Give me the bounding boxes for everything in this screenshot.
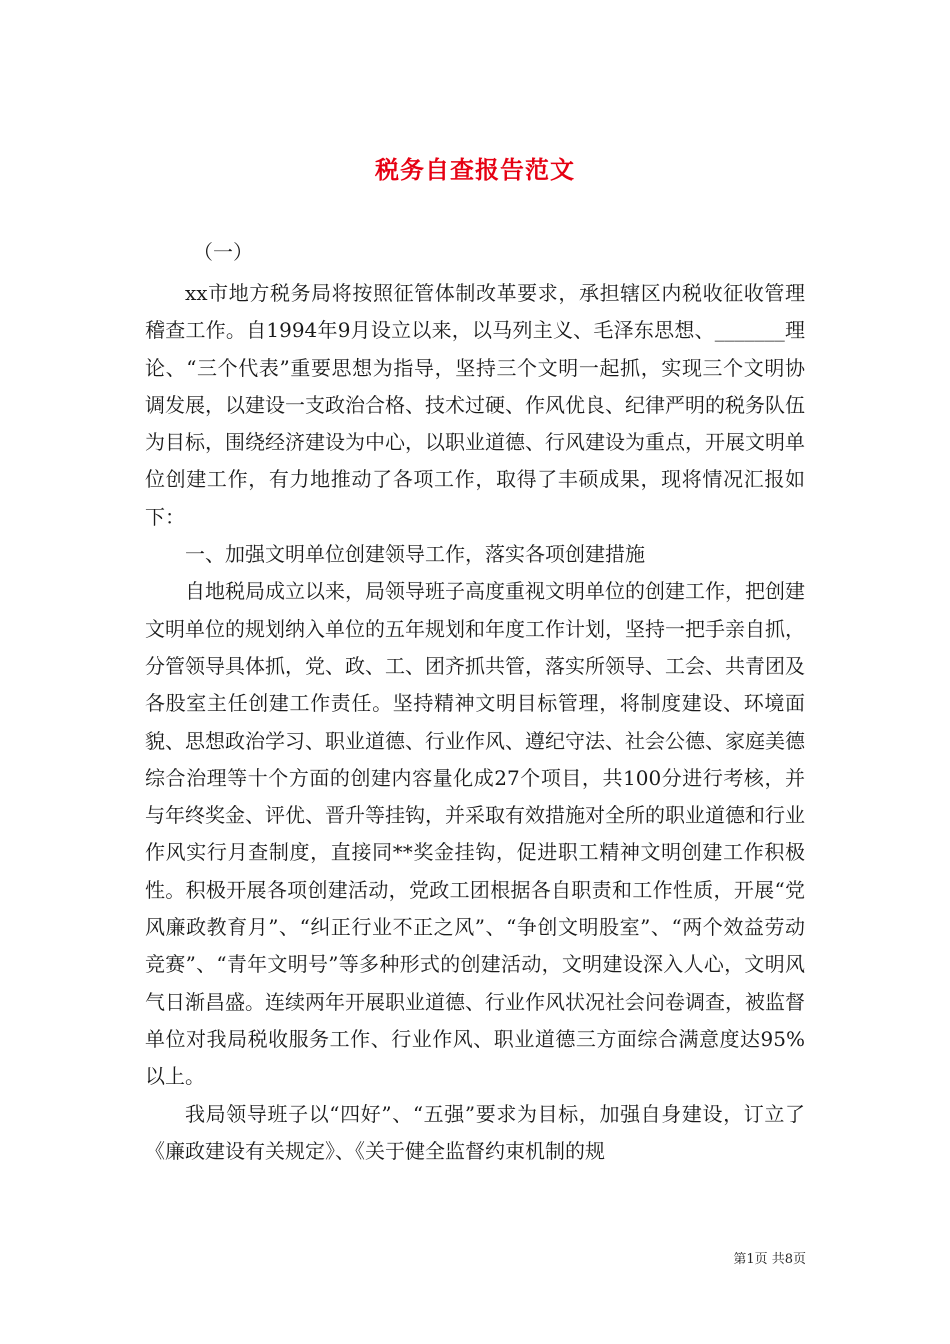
paragraph-leadership: 我局领导班子以“四好”、“五强”要求为目标，加强自身建设，订立了《廉政建设有关规定》、《关于健全监督约束机制的规 [145,1101,805,1163]
paragraph-creation-work: 自地税局成立以来，局领导班子高度重视文明单位的创建工作，把创建文明单位的规划纳入单位的五年规划和年度工作计划，坚持一把手亲自抓，分管领导具体抓，党、政、工、团齐抓共管，落实所领导、工会、共青团及各股室主任创建工作责任。坚持精神文明目标管理，将制度建设、环境面貌、思想政治学习、职业道德、行业作风、遵纪守法、社会公德、家庭美德综合治理等十个方面的创建内容量化成27个项目，共100分进行考核，并与年终奖金、评优、晋升等挂钩，并采取有效措施对全所的职业道德和行业作风实行月查制度，直接同**奖金挂钩，促进职工精神文明创建工作积极性。积极开展各项创建活动，党政工团根据各自职责和工作性质，开展“党风廉政教育月”、“纠正行业不正之风”、“争创文明股室”、“两个效益劳动竞赛”、“青年文明号”等多种形式的创建活动，文明建设深入人心，文明风气日渐昌盛。连续两年开展职业道德、行业作风状况社会问卷调查，被监督单位对我局税收服务工作、行业作风、职业道德三方面综合满意度达95%以上。 [145,579,805,1089]
paragraph-intro: xx市地方税务局将按照征管体制改革要求，承担辖区内税收征收管理稽查工作。自1994年9月设立以来，以马列主义、毛泽东思想、_______理论、“三个代表”重要思想为指导，坚持三个文明一起抓，实现三个文明协调发展，以建设一支政治合格、技术过硬、作风优良、纪律严明的税务队伍为目标，围绕经济建设为中心，以职业道德、行风建设为重点，开展文明单位创建工作，有力地推动了各项工作，取得了丰硕成果，现将情况汇报如下： [145,281,805,529]
document-body [145,230,805,1170]
page-title: 税务自查报告范文 [375,155,575,185]
section-heading: 一、加强文明单位创建领导工作，落实各项创建措施 [185,542,645,567]
section-label: （一） [193,240,253,264]
page-number: 第1页 共8页 [733,1252,806,1267]
